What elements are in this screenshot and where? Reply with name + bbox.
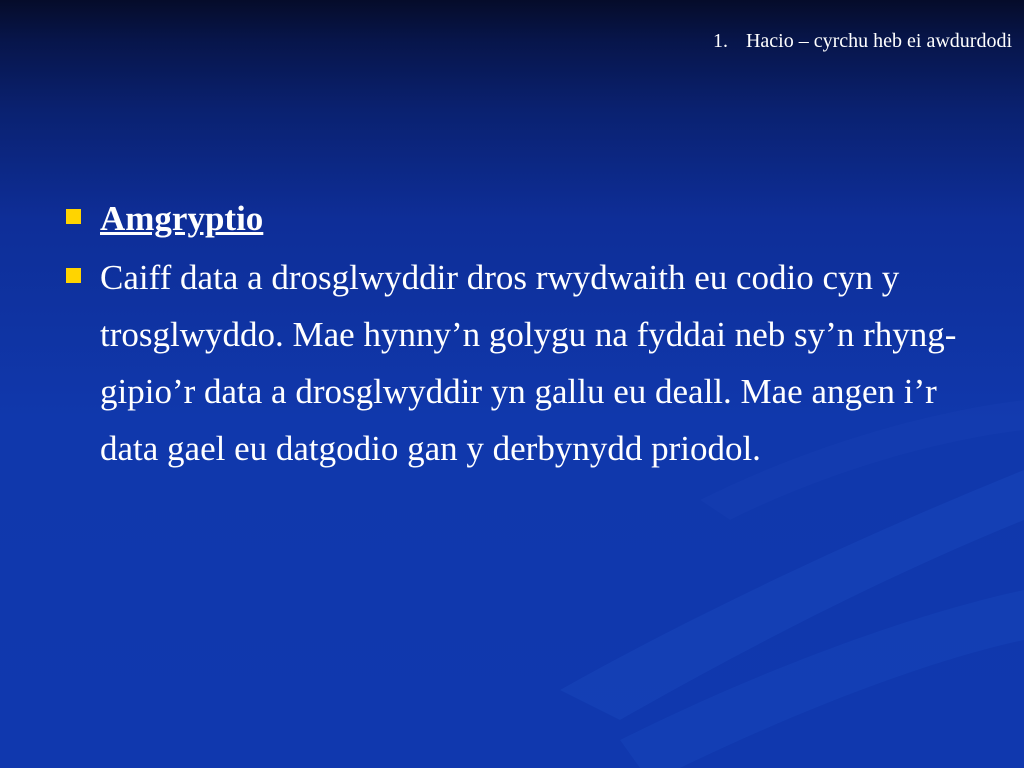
square-bullet-icon [66,268,81,283]
slide-header [713,30,1012,53]
bullet-item-body [62,249,982,477]
bullet-body-text: Caiff data a drosglwyddir dros rwydwaith eu codio cyn y trosglwyddo. Mae hynny’n golygu na fyddai neb sy’n rhyng-gipio’r data a drosglwyddir yn gallu eu deall. Mae angen i’r data gael eu datgodio gan y derbynydd priodol. [100,258,957,468]
bullet-item-heading [62,190,982,247]
bullet-heading-text: Amgryptio [100,199,264,238]
bullet-list [62,190,982,479]
header-number: 1. [712,30,728,52]
square-bullet-icon [66,209,81,224]
header-title-text: Hacio – cyrchu heb ei awdurdodi [745,30,1012,52]
